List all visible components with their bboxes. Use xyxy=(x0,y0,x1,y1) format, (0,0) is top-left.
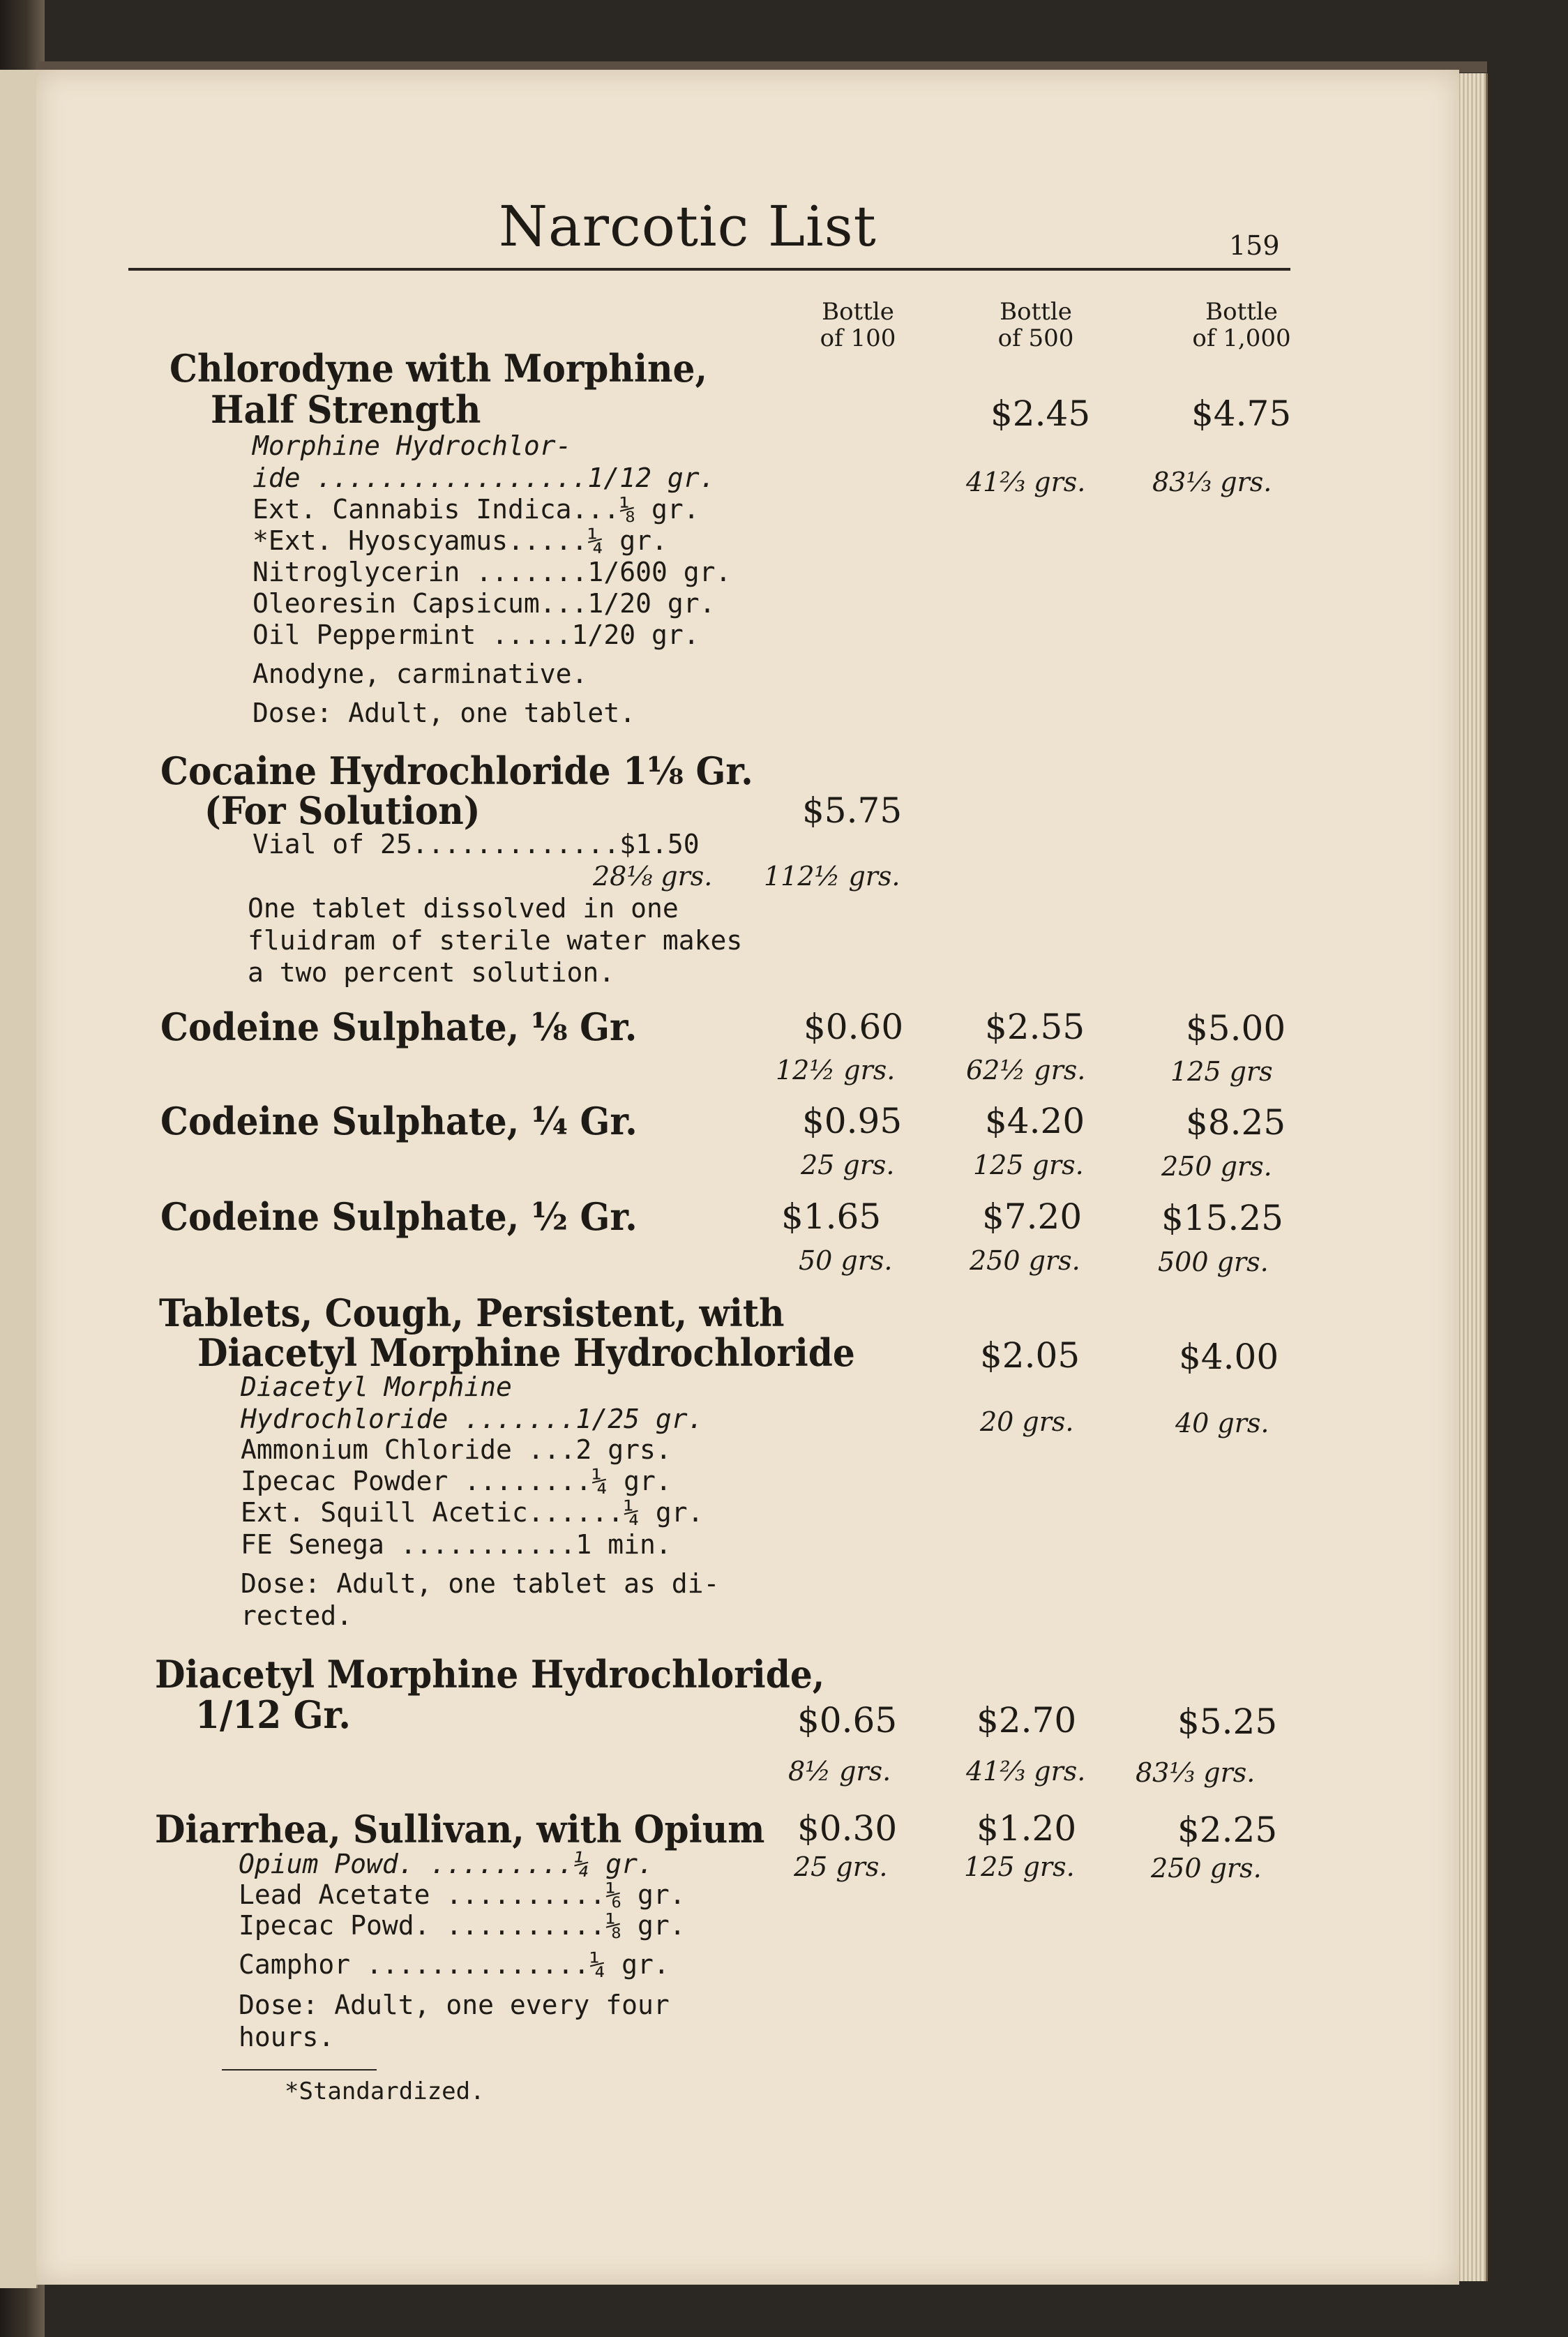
ingredient-line: Ammonium Chloride ...2 grs. xyxy=(241,1434,672,1465)
grains-500: 125 grs. xyxy=(964,1851,1075,1882)
item-heading: Codeine Sulphate, ⅛ Gr. xyxy=(160,1005,638,1049)
ingredient-line: Vial of 25.............$1.50 xyxy=(252,829,700,859)
item-heading: Half Strength xyxy=(211,387,481,432)
item-heading: Tablets, Cough, Persistent, with xyxy=(159,1291,785,1335)
grains-1000: 250 grs. xyxy=(1151,1853,1262,1884)
grains-100: 50 grs. xyxy=(799,1245,893,1276)
item-heading: Diarrhea, Sullivan, with Opium xyxy=(155,1807,765,1851)
grains-1000: 83⅓ grs. xyxy=(1152,467,1272,497)
grains-500: 62½ grs. xyxy=(966,1055,1086,1085)
footnote-rule xyxy=(222,2069,377,2071)
ingredient-line: ide .................1/12 gr. xyxy=(252,463,716,493)
grains-100: 25 grs. xyxy=(794,1851,888,1882)
item-note: hours. xyxy=(239,2022,335,2052)
ingredient-line: Ext. Squill Acetic......¼ gr. xyxy=(241,1497,704,1528)
price-1000: $8.25 xyxy=(1186,1102,1286,1143)
grains-500: 41⅔ grs. xyxy=(966,467,1086,497)
ingredient-line: Ipecac Powd. ..........⅛ gr. xyxy=(239,1910,686,1941)
grains-1000: 83⅓ grs. xyxy=(1136,1757,1256,1788)
price-100: $0.95 xyxy=(802,1101,903,1141)
item-heading: Diacetyl Morphine Hydrochloride, xyxy=(155,1652,825,1697)
ingredient-line: Nitroglycerin .......1/600 gr. xyxy=(252,557,732,587)
price-500: $2.70 xyxy=(977,1700,1077,1741)
price-100: $0.65 xyxy=(797,1700,898,1741)
item-note: One tablet dissolved in one xyxy=(248,893,679,924)
page-title: Narcotic List xyxy=(499,194,877,259)
item-note: rected. xyxy=(241,1600,353,1631)
ingredient-line: Morphine Hydrochlor- xyxy=(252,430,572,461)
footnote: *Standardized. xyxy=(285,2077,485,2105)
price-500: $2.45 xyxy=(990,393,1091,434)
price-1000: $4.75 xyxy=(1191,393,1292,434)
price-1000: $2.25 xyxy=(1177,1810,1278,1850)
item-note: Dose: Adult, one every four xyxy=(239,1990,670,2020)
ingredient-line: Diacetyl Morphine xyxy=(241,1372,512,1402)
item-heading: Diacetyl Morphine Hydrochloride xyxy=(197,1330,855,1375)
item-heading: 1/12 Gr. xyxy=(195,1692,351,1737)
price-500: $1.20 xyxy=(977,1808,1077,1849)
item-heading: (For Solution) xyxy=(204,788,481,833)
column-header-bottle-100: Bottle of 100 xyxy=(820,298,896,352)
item-heading: Codeine Sulphate, ½ Gr. xyxy=(160,1194,638,1239)
price-100: $0.60 xyxy=(804,1007,904,1047)
price-500: $2.05 xyxy=(980,1335,1080,1376)
previous-page-edge xyxy=(0,70,38,2288)
grains-500: 250 grs. xyxy=(970,1245,1080,1276)
item-note: fluidram of sterile water makes xyxy=(248,925,743,956)
page-number: 159 xyxy=(1229,230,1280,261)
grains-500: 41⅔ grs. xyxy=(966,1756,1086,1787)
item-note: Dose: Adult, one tablet. xyxy=(252,698,636,728)
item-note: Anodyne, carminative. xyxy=(252,659,588,689)
price-1000: $4.00 xyxy=(1179,1337,1279,1377)
ingredient-line: FE Senega ...........1 min. xyxy=(241,1529,672,1560)
item-heading: Codeine Sulphate, ¼ Gr. xyxy=(160,1099,638,1143)
grains-100: 25 grs. xyxy=(801,1150,895,1180)
price-500: $7.20 xyxy=(982,1196,1083,1237)
title-rule xyxy=(128,268,1290,271)
price-100: $0.30 xyxy=(797,1808,898,1849)
vial-grains: 28⅛ grs. xyxy=(593,861,713,892)
ingredient-line: *Ext. Hyoscyamus.....¼ gr. xyxy=(252,525,668,556)
ingredient-line: Oil Peppermint .....1/20 gr. xyxy=(252,619,700,650)
ingredient-line: Ipecac Powder ........¼ gr. xyxy=(241,1466,672,1496)
grains-100: 12½ grs. xyxy=(776,1055,896,1085)
item-heading: Cocaine Hydrochloride 1⅛ Gr. xyxy=(160,749,753,793)
column-header-bottle-1000: Bottle of 1,000 xyxy=(1192,298,1291,352)
price-1000: $15.25 xyxy=(1161,1198,1283,1238)
item-note: a two percent solution. xyxy=(248,957,615,988)
grains-1000: 250 grs. xyxy=(1161,1151,1272,1182)
ingredient-line: Lead Acetate ..........⅙ gr. xyxy=(239,1879,686,1910)
price-100: $1.65 xyxy=(781,1196,882,1237)
price-500: $2.55 xyxy=(985,1007,1085,1047)
price-1000: $5.00 xyxy=(1186,1008,1286,1049)
column-header-bottle-500: Bottle of 500 xyxy=(997,298,1074,352)
grains-500: 125 grs. xyxy=(973,1150,1084,1180)
item-heading: Chlorodyne with Morphine, xyxy=(169,346,707,391)
ingredient-line: Oleoresin Capsicum...1/20 gr. xyxy=(252,588,716,619)
ingredient-line: Camphor ..............¼ gr. xyxy=(239,1949,670,1980)
grains-100: 112½ grs. xyxy=(764,861,900,892)
ingredient-line: Hydrochloride .......1/25 gr. xyxy=(241,1404,704,1434)
ingredient-line: Ext. Cannabis Indica...⅛ gr. xyxy=(252,494,700,525)
ingredient-line: Opium Powd. .........¼ gr. xyxy=(239,1849,654,1879)
price-100: $5.75 xyxy=(802,790,903,831)
price-1000: $5.25 xyxy=(1177,1701,1278,1742)
price-500: $4.20 xyxy=(985,1101,1085,1141)
grains-1000: 40 grs. xyxy=(1175,1408,1269,1438)
grains-500: 20 grs. xyxy=(980,1406,1074,1437)
grains-100: 8½ grs. xyxy=(788,1756,891,1787)
grains-1000: 500 grs. xyxy=(1158,1247,1269,1277)
item-note: Dose: Adult, one tablet as di- xyxy=(241,1568,720,1599)
grains-1000: 125 grs xyxy=(1170,1056,1273,1087)
